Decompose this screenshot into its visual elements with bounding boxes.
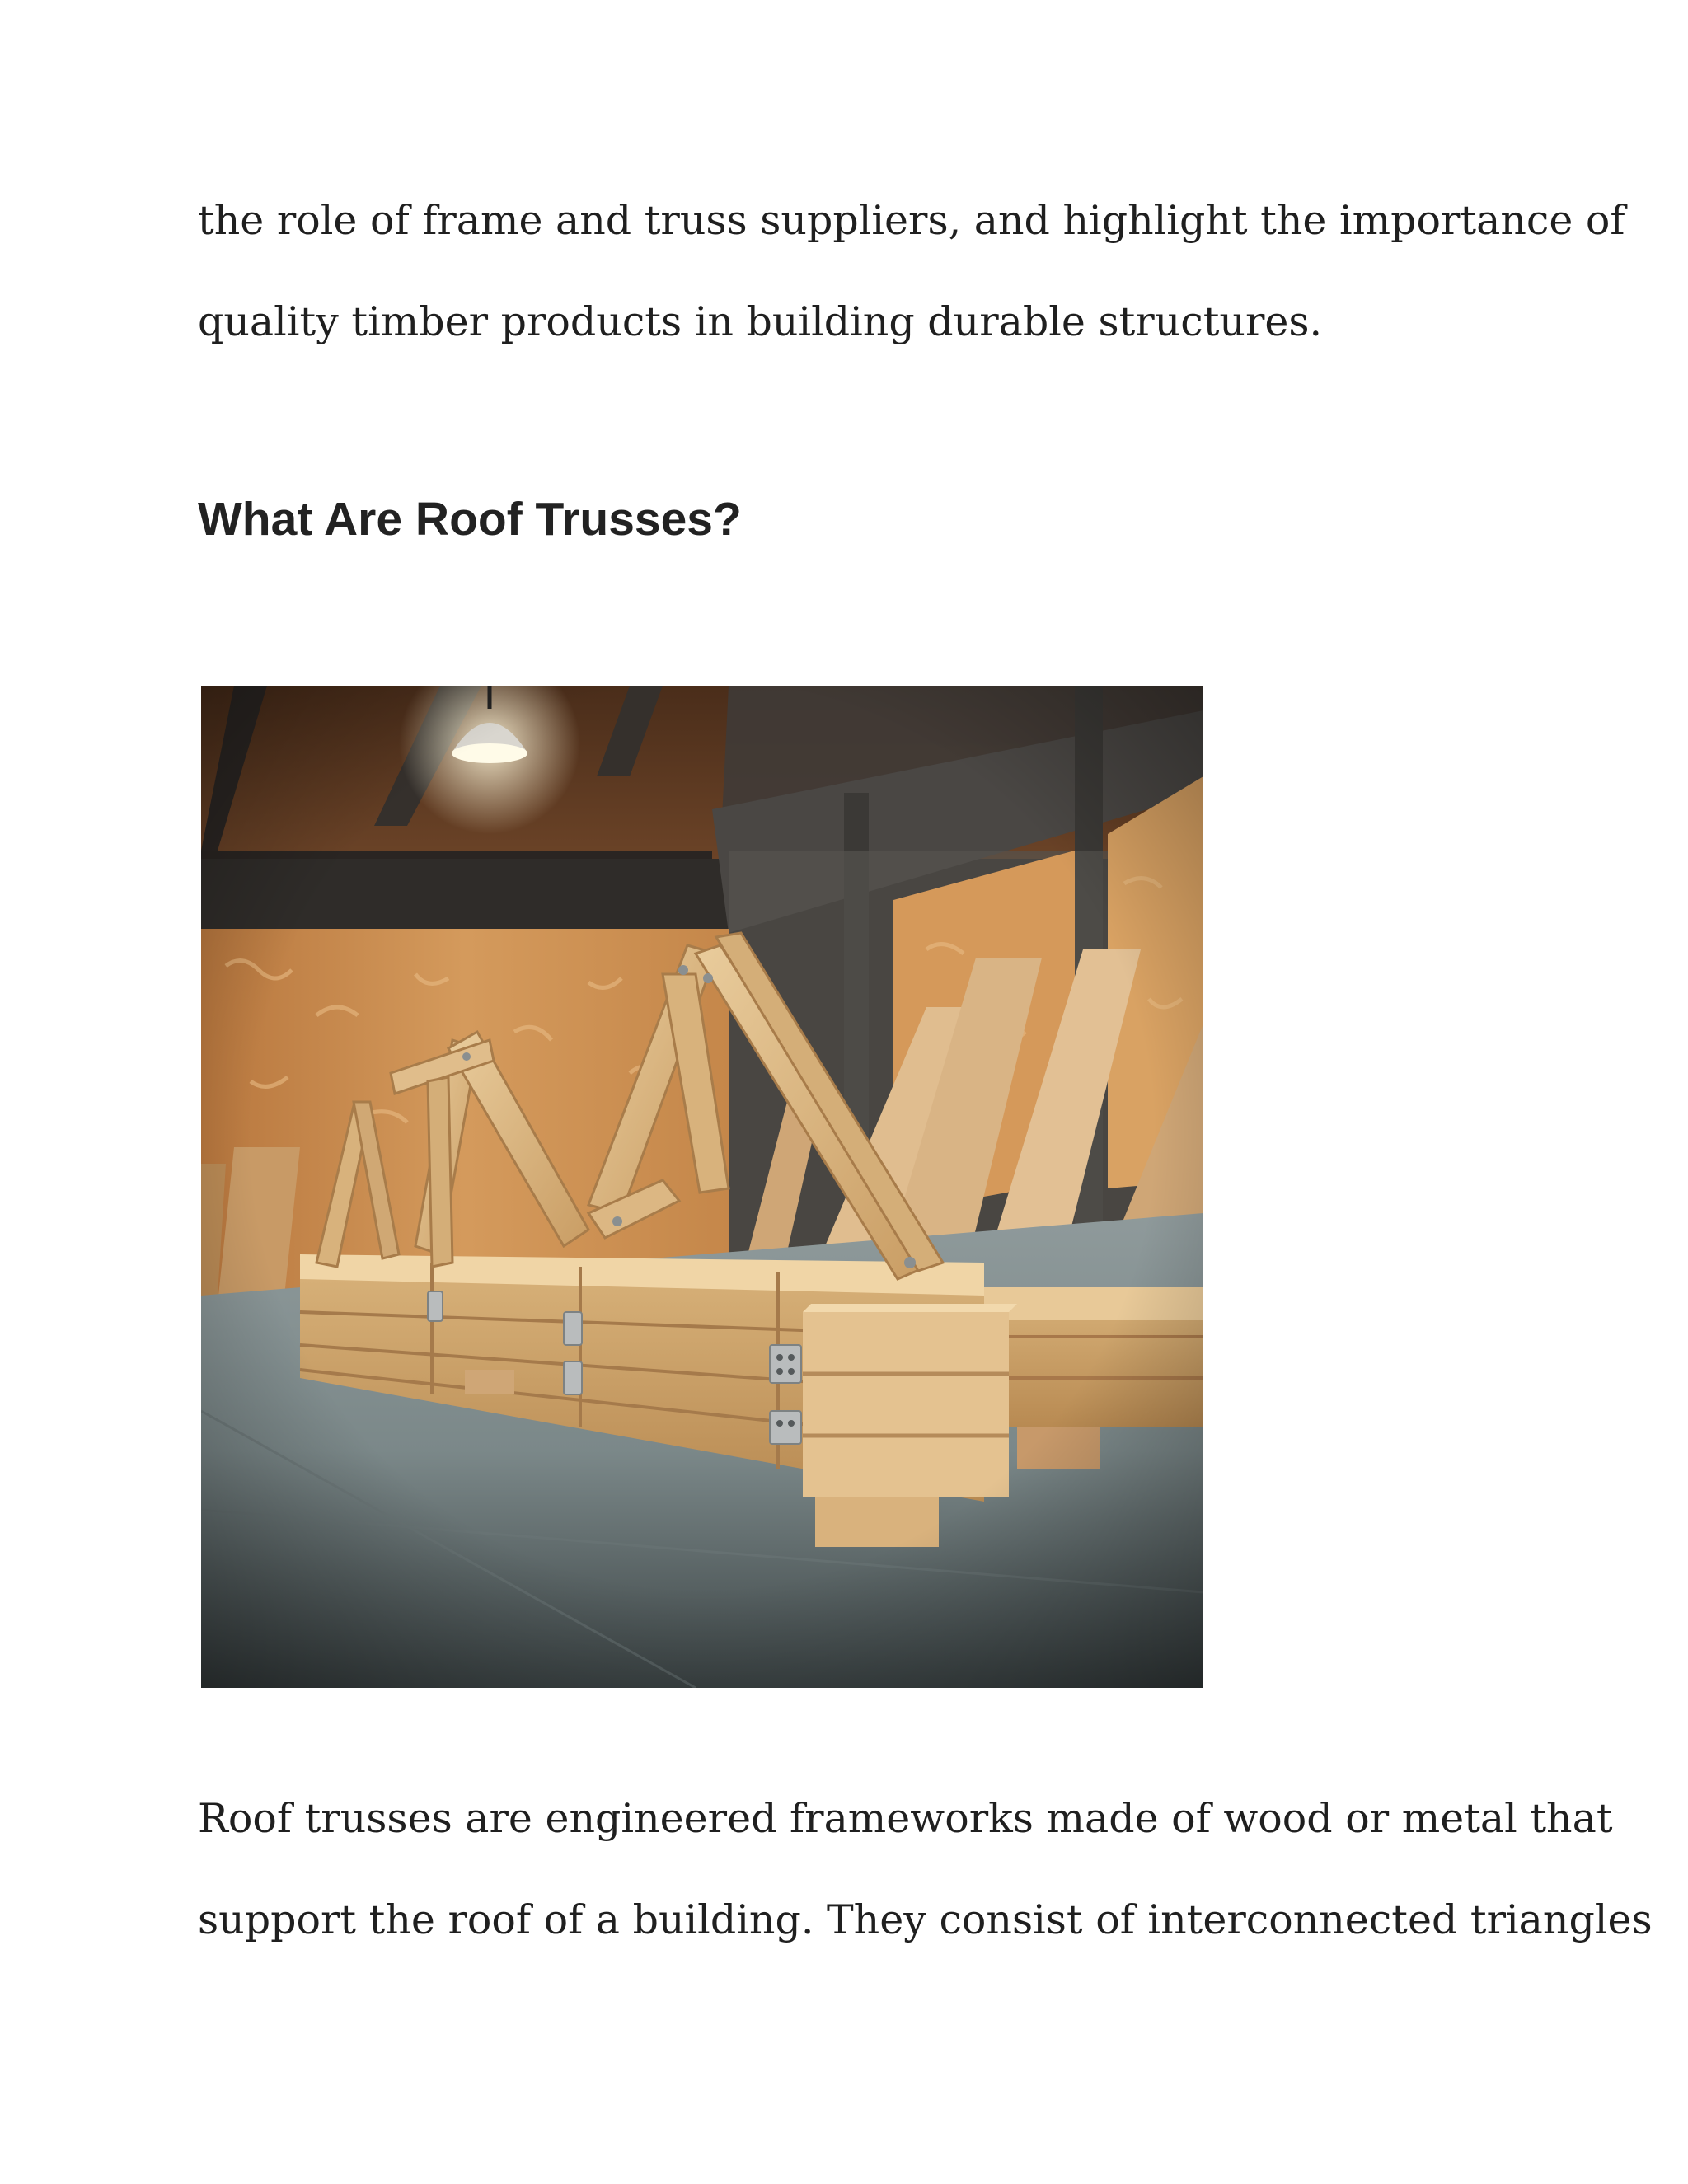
roof-truss-photo (201, 686, 1203, 1688)
body-line-2: support the roof of a building. They consist of interconnected triangles (198, 1896, 1653, 1943)
section-heading: What Are Roof Trusses? (198, 493, 742, 546)
body-line-1: Roof trusses are engineered frameworks made of wood or metal that (198, 1795, 1613, 1842)
intro-line-1: the role of frame and truss suppliers, and highlight the importance of (198, 197, 1625, 244)
roof-truss-photo-icon (201, 686, 1203, 1688)
intro-line-2: quality timber products in building durable structures. (198, 298, 1323, 345)
